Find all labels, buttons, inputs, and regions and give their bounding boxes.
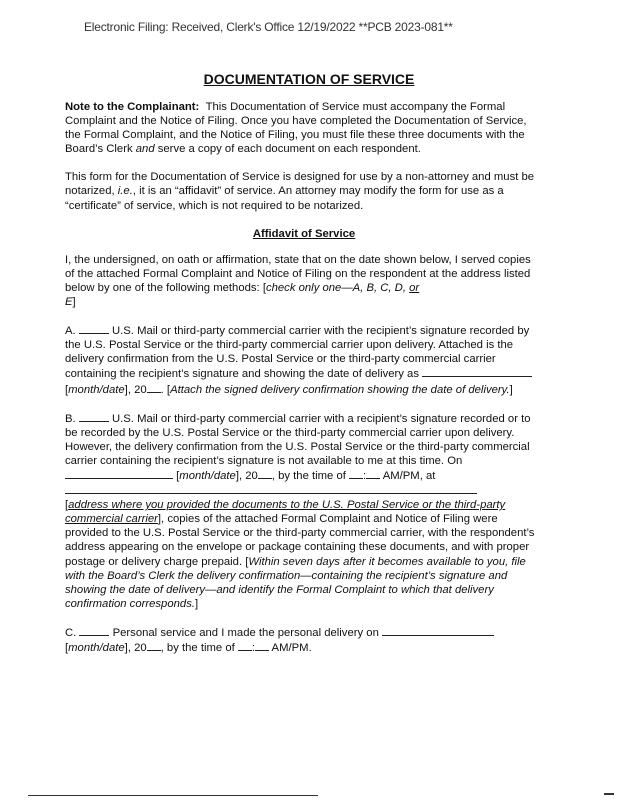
footer-rule (28, 795, 318, 796)
method-b-year-blank[interactable] (258, 468, 272, 479)
filing-stamp: Electronic Filing: Received, Clerk's Office 12/19/2022 **PCB 2023-081** (84, 20, 453, 34)
note-text-1: This Documentation of Service must accompany the Formal Complaint and the Notice of Filing. Once you have completed the Documentation of Service, the Formal Complaint, and the Notice of Filing, you must file these three documents with the Board’s Clerk (65, 101, 527, 156)
method-b-check-blank[interactable] (79, 411, 109, 422)
method-b-paragraph: B. U.S. Mail or third-party commercial carrier with a recipient’s signature recorded or to be recorded by the U.S. Postal Service or the third-party commercial carrier upon delivery. However, the delivery confirmation from the U.S. Postal Service or the third-party commercial carrier containing the recipient’s signature is not available to me at this time. On [month/date], 20 , by the time of : AM/PM, at [address where you provided the documents to the U.S. Postal Service or the third-party commercial carrier], copies of the attached Formal Complaint and Notice of Filing were provided to the U.S. Postal Service or the third-party commercial carrier, with the respondent’s address appearing on the envelope or package containing these documents, and with proper postage or delivery charge prepaid. [Within seven days after it becomes available to you, file with the Board’s Clerk the delivery confirmation—containing the recipient’s signature and showing the date of delivery—and identify the Formal Complaint to which that delivery confirmation corresponds.] (65, 412, 535, 610)
method-c-time: , by the time of (160, 642, 238, 654)
note-and: and (135, 143, 155, 156)
form-note-text-2: , it is an “affidavit” of service. An attorney may modify the form for use as a “certificate” of service, which is not required to be notarized. (65, 185, 504, 212)
intro-or: or (409, 281, 420, 294)
intro-check: check only one—A, B, C, D, (265, 281, 410, 294)
form-note-ie: i.e. (117, 185, 133, 198)
method-b-text-2: , copies of the attached Formal Complaint and Notice of Filing were provided to the U.S. Postal Service or the third-party commercial carrier, with the respondent’s address appearing on the envelope or package containing these documents, and with proper postage or delivery charge prepaid. [ (65, 513, 535, 568)
method-a-text: U.S. Mail or third-party commercial carrier with the recipient’s signature recorded by the U.S. Postal Service or the third-party commercial carrier upon delivery. Attached is the delivery confirmation from the U.S. Postal Service or the third-party commercial carrier containing the recipient’s signature and showing the date of delivery as (65, 325, 530, 381)
method-b-ampm: AM/PM, at (382, 469, 436, 482)
method-b-monthdate: month/date (179, 469, 236, 482)
method-c-hour-blank[interactable] (238, 640, 252, 651)
method-a-year-blank[interactable] (147, 382, 161, 393)
method-b-address-blank[interactable] (65, 483, 477, 494)
affidavit-heading: Affidavit of Service (252, 227, 356, 240)
method-a-monthdate: month/date (68, 383, 125, 396)
method-b-date-blank[interactable] (65, 468, 173, 479)
intro-text: I, the undersigned, on oath or affirmation, state that on the date shown below, I served copies of the attached Formal Complaint and Notice of Filing on the respondent at the address listed below by one of the following methods: [ (65, 253, 531, 294)
footer-mark (604, 793, 614, 795)
method-c-text: Personal service and I made the personal delivery on (109, 626, 382, 639)
method-c-date-blank[interactable] (382, 625, 494, 636)
method-c-check-blank[interactable] (79, 625, 109, 636)
method-c-paragraph: C. Personal service and I made the personal delivery on [month/date], 20 , by the time of : AM/PM. (65, 625, 543, 655)
note-paragraph (65, 100, 543, 156)
intro-paragraph (65, 253, 543, 309)
method-a-label: A. (65, 325, 76, 338)
method-b-within: Within seven days after it becomes available to you, file with the Board’s Clerk the delivery confirmation—containing the recipient’s signature and showing the date of delivery—and identify the Formal Complaint to which that delivery confirmation corresponds. (65, 555, 526, 610)
method-b-label: B. (65, 412, 76, 425)
intro-end: ] (72, 296, 76, 309)
method-c-minute-blank[interactable] (255, 640, 269, 651)
note-text-2: serve a copy of each document on each respondent. (154, 143, 421, 156)
method-a-check-blank[interactable] (79, 323, 109, 334)
method-b-text-1: U.S. Mail or third-party commercial carrier with a recipient’s signature recorded or to be recorded by the U.S. Postal Service or the third-party commercial carrier upon delivery. However, the delivery confirmation from the U.S. Postal Service or the third-party commercial carrier containing the recipient’s signature is not available to me at this time. On (65, 412, 531, 467)
method-b-minute-blank[interactable] (366, 468, 380, 479)
method-b-year: , 20 (238, 469, 258, 482)
method-c-year-blank[interactable] (147, 640, 161, 651)
method-b-address-note: address where you provided the documents to the U.S. Postal Service or the third-party commercial carrier (65, 499, 506, 526)
method-a-attach: Attach the signed delivery confirmation showing the date of delivery. (170, 383, 510, 396)
method-c-label: C. (65, 626, 77, 639)
document-body (65, 100, 543, 669)
intro-e: E (65, 296, 73, 309)
note-label: Note to the Complainant: (65, 101, 200, 113)
method-c-year: , 20 (127, 642, 147, 654)
form-note-text-1: This form for the Documentation of Service is designed for use by a non-attorney and must be notarized, (65, 171, 535, 198)
method-a-paragraph: A. U.S. Mail or third-party commercial carrier with the recipient’s signature recorded by the U.S. Postal Service or the third-party commercial carrier upon delivery. Attached is the delivery confirmation from the U.S. Postal Service or the third-party commercial carrier containing the recipient’s signature and showing the date of delivery as [month/date], 20 . [Attach the signed delivery confirmation showing the date of delivery.] (65, 323, 543, 396)
method-a-year: , 20 (127, 383, 147, 396)
method-c-monthdate: month/date (68, 642, 125, 654)
method-b-time: , by the time of (271, 469, 350, 482)
form-note-paragraph (65, 170, 543, 212)
method-c-ampm: AM/PM. (269, 642, 312, 654)
page-title: DOCUMENTATION OF SERVICE (203, 71, 415, 87)
method-b-hour-blank[interactable] (349, 468, 363, 479)
method-a-date-blank[interactable] (422, 366, 532, 377)
